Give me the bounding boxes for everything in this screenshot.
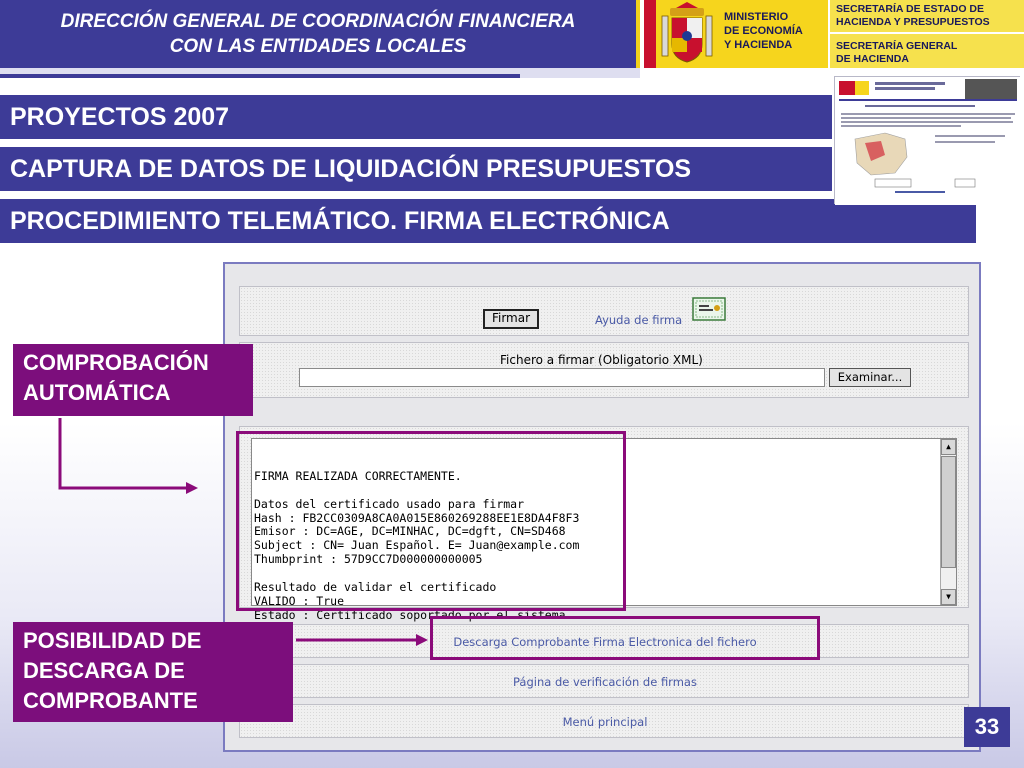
- verify-signatures-link[interactable]: Página de verificación de firmas: [513, 675, 697, 689]
- main-menu-link[interactable]: Menú principal: [562, 715, 648, 729]
- download-callout-line-3: COMPROBANTE: [23, 688, 198, 713]
- ministry-line-3: Y HACIENDA: [724, 39, 793, 51]
- signature-result-text: FIRMA REALIZADA CORRECTAMENTE. Datos del certificado usado para firmar Hash : FB2CC0309A8CA0A015E860269288EE1E8DA4F8F3 Emisor : DC=AGE, DC=MINHAC, DC=dgft, CN=SD468 Subject : CN= Juan Español. E= Juan@example.com Thumbprint : 57D9CC7D000000000005 Resultado de validar el certificado VALIDO : True Estado : Certificado soportado por el sistema: [254, 468, 580, 622]
- agency-line-2: CON LAS ENTIDADES LOCALES: [169, 36, 467, 57]
- scroll-up-arrow-icon[interactable]: ▲: [941, 439, 956, 455]
- agency-line-1: DIRECCIÓN GENERAL DE COORDINACIÓN FINANCIERA: [60, 11, 576, 32]
- coat-of-arms-icon: [658, 2, 716, 66]
- download-receipt-link[interactable]: Descarga Comprobante Firma Electronica del fichero: [453, 635, 757, 649]
- secretary-state-line-2: HACIENDA Y PRESUPUESTOS: [836, 16, 990, 28]
- secretary-state-label: [830, 0, 1024, 32]
- auto-check-line-1: COMPROBACIÓN: [23, 350, 209, 375]
- verify-section: [239, 664, 969, 698]
- file-label: Fichero a firmar (Obligatorio XML): [500, 353, 703, 367]
- header-stripe-accent: [0, 74, 520, 78]
- certificate-icon[interactable]: [692, 297, 726, 321]
- sign-section: [239, 286, 969, 336]
- slide-number: 33: [964, 707, 1010, 747]
- download-callout: [13, 622, 293, 722]
- download-highlight-box: [430, 616, 820, 660]
- secretary-state-line-1: SECRETARÍA DE ESTADO DE: [836, 3, 984, 15]
- browse-button[interactable]: Examinar...: [829, 368, 911, 387]
- agency-banner: [0, 0, 640, 68]
- auto-check-callout: [13, 344, 253, 416]
- file-input[interactable]: [299, 368, 825, 387]
- download-callout-line-2: DESCARGA DE: [23, 658, 185, 683]
- secretary-general-line-2: DE HACIENDA: [836, 53, 909, 65]
- signature-help-link[interactable]: Ayuda de firma: [595, 313, 683, 327]
- flag-stripe-red: [644, 0, 656, 68]
- ministry-line-1: MINISTERIO: [724, 11, 789, 23]
- title-capture: CAPTURA DE DATOS DE LIQUIDACIÓN PRESUPUESTOS: [0, 147, 832, 191]
- auto-check-line-2: AUTOMÁTICA: [23, 380, 171, 405]
- ministry-label: [718, 0, 828, 68]
- ministry-line-2: DE ECONOMÍA: [724, 25, 803, 37]
- result-highlight-box: [236, 431, 626, 611]
- scroll-thumb[interactable]: [941, 456, 956, 568]
- webpage-thumbnail: [834, 76, 1020, 204]
- title-procedure: PROCEDIMIENTO TELEMÁTICO. FIRMA ELECTRÓNICA: [0, 199, 976, 243]
- sign-button[interactable]: Firmar: [483, 309, 539, 329]
- thumbnail-image: [835, 77, 1021, 205]
- secretary-general-label: [830, 34, 1024, 68]
- menu-section: [239, 704, 969, 738]
- title-projects: PROYECTOS 2007: [0, 95, 832, 139]
- download-callout-line-1: POSIBILIDAD DE: [23, 628, 202, 653]
- result-scrollbar[interactable]: [940, 439, 956, 605]
- scroll-down-arrow-icon[interactable]: ▼: [941, 589, 956, 605]
- secretary-general-line-1: SECRETARÍA GENERAL: [836, 40, 958, 52]
